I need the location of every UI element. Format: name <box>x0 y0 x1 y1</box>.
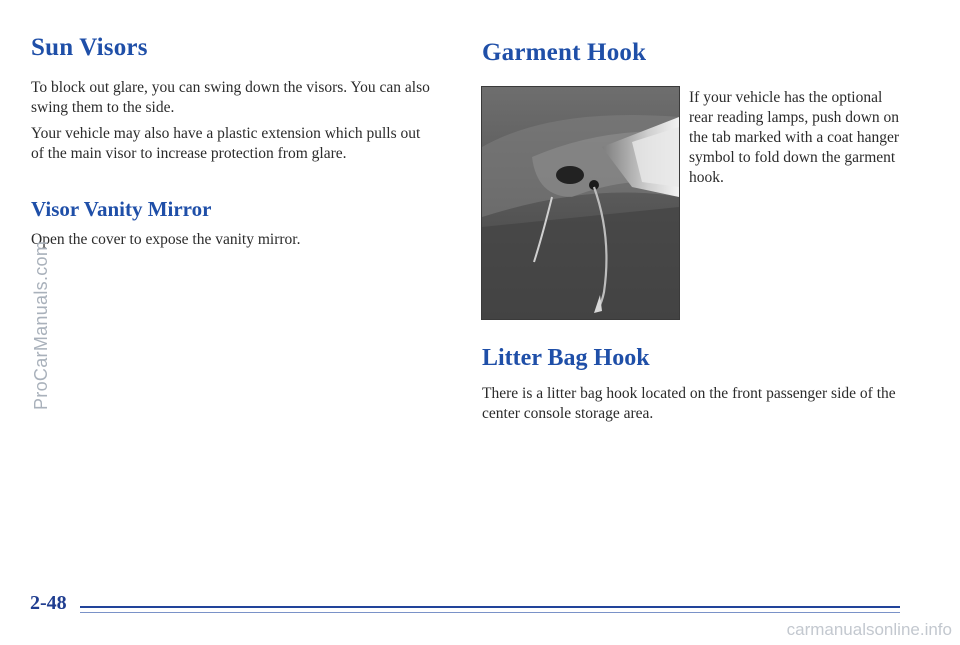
sun-visors-paragraph-1: To block out glare, you can swing down the visors. You can also swing them to the side. <box>31 79 430 116</box>
litter-bag-hook-paragraph: There is a litter bag hook located on the front passenger side of the center console storage area. <box>482 385 896 422</box>
visor-vanity-mirror-heading: Visor Vanity Mirror <box>31 197 212 221</box>
garment-hook-photo-art <box>482 87 679 319</box>
watermark-procarmanuals: ProCarManuals.com <box>31 240 51 410</box>
page-number: 2-48 <box>30 592 67 614</box>
garment-hook-paragraph: If your vehicle has the optional rear reading lamps, push down on the tab marked with a coat hanger symbol to fold down the garment hook. <box>689 89 900 186</box>
sun-visors-paragraph-2: Your vehicle may also have a plastic extension which pulls out of the main visor to increase protection from glare. <box>31 125 421 162</box>
garment-hook-photo <box>481 86 680 320</box>
litter-bag-hook-heading: Litter Bag Hook <box>482 345 650 371</box>
sun-visors-heading: Sun Visors <box>31 34 148 61</box>
garment-hook-heading: Garment Hook <box>482 39 647 66</box>
watermark-carmanualsonline: carmanualsonline.info <box>786 620 952 639</box>
footer-rule-thin <box>80 612 900 613</box>
visor-vanity-mirror-paragraph: Open the cover to expose the vanity mirror. <box>31 231 301 248</box>
footer-rule-thick <box>80 606 900 608</box>
